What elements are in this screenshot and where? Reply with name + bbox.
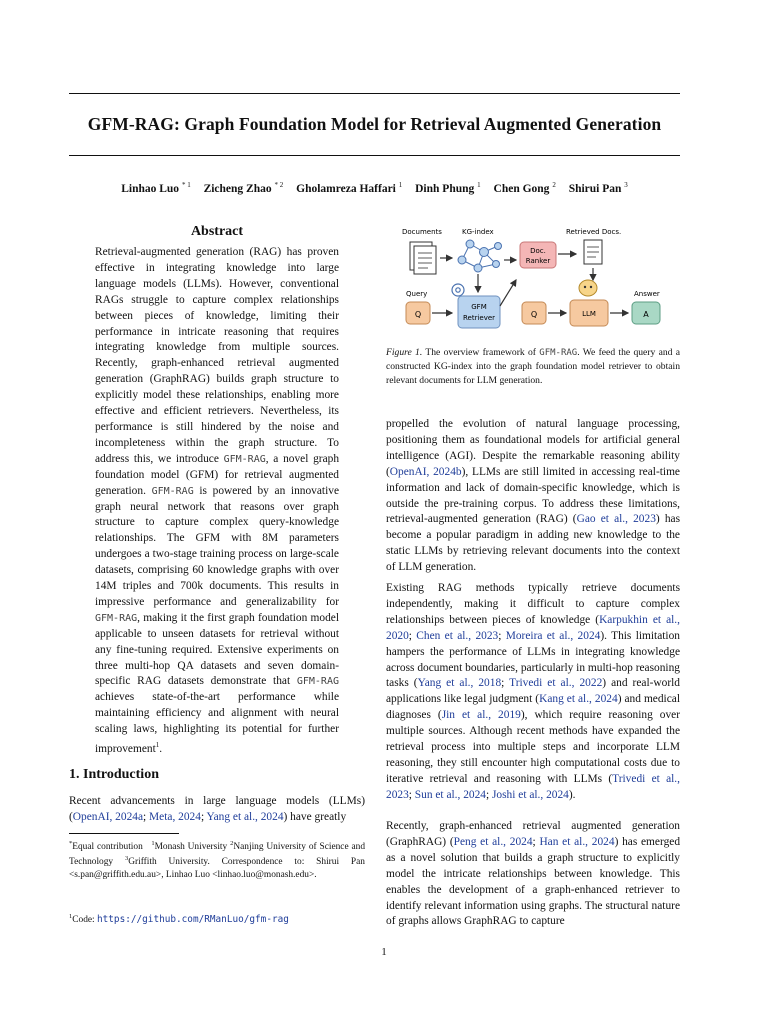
fig-label-q: Q xyxy=(530,310,538,319)
fig-label-retrieved-docs: Retrieved Docs. xyxy=(566,228,622,236)
fig-label-documents: Documents xyxy=(402,228,442,236)
paper-title: GFM-RAG: Graph Foundation Model for Retrieval Augmented Generation xyxy=(87,114,662,134)
page-number: 1 xyxy=(381,946,387,958)
citation-link[interactable]: Karpukhin et al., 2020 xyxy=(386,613,680,642)
footnote-code: $^1$Code: https://github.com/RManLuo/gfm-rag xyxy=(69,913,289,926)
fig-label-doc-ranker: Ranker xyxy=(525,257,551,265)
fig-label-answer: Answer xyxy=(634,290,660,298)
citation-link[interactable]: Joshi et al., 2024 xyxy=(492,788,569,801)
retrieved-docs-icon xyxy=(584,240,602,264)
author: Dinh Phung $^1$ xyxy=(415,181,481,195)
fig-label-q: Q xyxy=(414,310,422,319)
kg-graph-icon xyxy=(458,240,502,272)
intro-paragraph-right-2: Existing RAG methods typically retrieve documents independently, making it difficult to capture complex relationships between pieces of knowledge (Karpukhin et al., 2020; Chen et al., 2023; Moreira et al., 2024). This limitation hampers the performance of LLMs in integrating knowledge across document boundaries, particularly in multi-hop reasoning tasks (Yang et al., 2018; Trivedi et al., 2022) and real-world applications like legal judgment (Kang et al., 2024) and medical diagnoses (Jin et al., 2019), which require reasoning over multiple sources. Although recent methods have expanded the retrieval process into multiple steps and incorporate LLM reasoning, they still encounter high computational costs due to iterative retrieval and reasoning with LLMs (Trivedi et al., 2023; Sun et al., 2024; Joshi et al., 2024). xyxy=(386,582,680,801)
citation-link[interactable]: Han et al., 2024 xyxy=(539,835,615,848)
citation-link[interactable]: Yang et al., 2024 xyxy=(206,810,284,823)
citation-link[interactable]: Trivedi et al., 2022 xyxy=(509,677,603,690)
citation-link[interactable]: OpenAI, 2024b xyxy=(389,465,462,478)
section-heading-introduction: 1. Introduction xyxy=(69,767,159,782)
abstract-heading: Abstract xyxy=(190,224,244,239)
fig-label-a: A xyxy=(643,310,649,319)
fig-label-kg-index: KG-index xyxy=(462,228,494,236)
footnote-marker[interactable]: 1 xyxy=(155,741,160,750)
citation-link[interactable]: Moreira et al., 2024 xyxy=(505,629,601,642)
intro-paragraph: Recent advancements in large language models (LLMs) (OpenAI, 2024a; Meta, 2024; Yang et al., 2024) have greatly xyxy=(69,795,365,823)
author: Linhao Luo $^{* 1}$ xyxy=(121,181,191,195)
intro-paragraph-right-3: Recently, graph-enhanced retrieval augmented generation (GraphRAG) (Peng et al., 2024; Han et al., 2024) has emerged as a novel solution that builds a graph structure to explicitly model the intricate relationships between knowledge. This enables the development of a graph-enhanced retriever to identify relevant information using graphs. The structural nature of graphs allows GraphRAG to capture xyxy=(386,820,681,928)
author: Chen Gong $^2$ xyxy=(493,181,556,195)
citation-link[interactable]: Meta, 2024 xyxy=(149,810,201,823)
citation-link[interactable]: Jin et al., 2019 xyxy=(441,709,521,722)
gear-icon xyxy=(452,284,464,296)
citation-link[interactable]: Gao et al., 2023 xyxy=(576,513,656,526)
code-link[interactable]: https://github.com/RManLuo/gfm-rag xyxy=(97,914,289,926)
documents-icon xyxy=(410,242,436,274)
citation-link[interactable]: Trivedi et al., 2023 xyxy=(386,772,680,801)
gfm-retriever-box xyxy=(458,296,500,328)
author: Gholamreza Haffari $^1$ xyxy=(296,181,403,195)
title-rule-top xyxy=(69,93,680,94)
footnote-affiliations: *Equal contribution $^1$Monash University $^2$Nanjing University of Science and Technology $^3$Griffith University. Correspondence to: Shirui Pan <s.pan@griffith.edu.au>, Linhao Luo <linhao.luo@monash.edu>. xyxy=(69,840,366,880)
footnote-rule xyxy=(69,833,179,834)
citation-link[interactable]: OpenAI, 2024a xyxy=(72,810,144,823)
fig-label-doc-ranker: Doc. xyxy=(530,247,546,255)
fig-arrow xyxy=(500,280,516,306)
citation-link[interactable]: Chen et al., 2023 xyxy=(416,629,499,642)
intro-paragraph-right-1: propelled the evolution of natural language processing, positioning them as foundational models for artificial general intelligence (AGI). Despite the remarkable reasoning ability (OpenAI, 2024b), LLMs are still limited in accessing real-time information and lack of domain-specific knowledge, which is outside the pre-training corpus. To address these limitations, retrieval-augmented generation (RAG) (Gao et al., 2023) has become a popular paradigm in adding new knowledge to the static LLMs by retrieving relevant documents into the context of LLM generation. xyxy=(386,418,680,574)
citation-link[interactable]: Kang et al., 2024 xyxy=(539,693,618,706)
author: Zicheng Zhao $^{* 2}$ xyxy=(203,181,284,195)
citation-link[interactable]: Sun et al., 2024 xyxy=(414,788,486,801)
fig-label-query: Query xyxy=(406,290,428,298)
author-list xyxy=(69,181,680,195)
citation-link[interactable]: Peng et al., 2024 xyxy=(453,835,533,848)
llm-mascot-icon xyxy=(579,280,597,296)
citation-link[interactable]: Yang et al., 2018 xyxy=(417,677,502,690)
figure-caption: Figure 1. The overview framework of GFM-RAG. We feed the query and a constructed KG-index into the graph foundation model retriever to obtain relevant documents for LLM generation. xyxy=(386,347,680,387)
fig-label-llm: LLM xyxy=(582,310,596,318)
fig-label-gfm: Retriever xyxy=(462,314,496,322)
title-rule-bottom xyxy=(69,155,680,156)
abstract-text: Retrieval-augmented generation (RAG) has proven effective in integrating knowledge into large language models (LLMs). However, conventional RAGs struggle to capture complex relationships between pieces of knowledge, limiting their performance in intricate reasoning that requires integrating knowledge from multiple sources. Recently, graph-enhanced retrieval augmented generation (GraphRAG) builds graph structure to explicitly model these relationships, enabling more effective and efficient retrievers. Nevertheless, its performance is still hindered by the noise and incompleteness within the graph structure. To address this, we introduce GFM-RAG, a novel graph foundation model (GFM) for retrieval augmented generation. GFM-RAG is powered by an innovative graph neural network that reasons over graph structure to capture complex query-knowledge relationships. The GFM with 8M parameters undergoes a two-stage training process on large-scale datasets, comprising 60 knowledge graphs with over 14M triples and 700k documents. This results in impressive performance and generalizability for GFM-RAG, making it the first graph foundation model applicable to unseen datasets for retrieval without any fine-tuning required. Extensive experiments on three multi-hop QA datasets and seven domain-specific RAG datasets demonstrate that GFM-RAG achieves state-of-the-art performance while maintaining efficiency and alignment with neural scaling laws, highlighting its potential for further improvement$^1$. xyxy=(95,246,340,755)
author: Shirui Pan $^3$ xyxy=(568,181,628,195)
fig-label-gfm: GFM xyxy=(471,303,487,311)
figure-overview xyxy=(388,222,678,340)
